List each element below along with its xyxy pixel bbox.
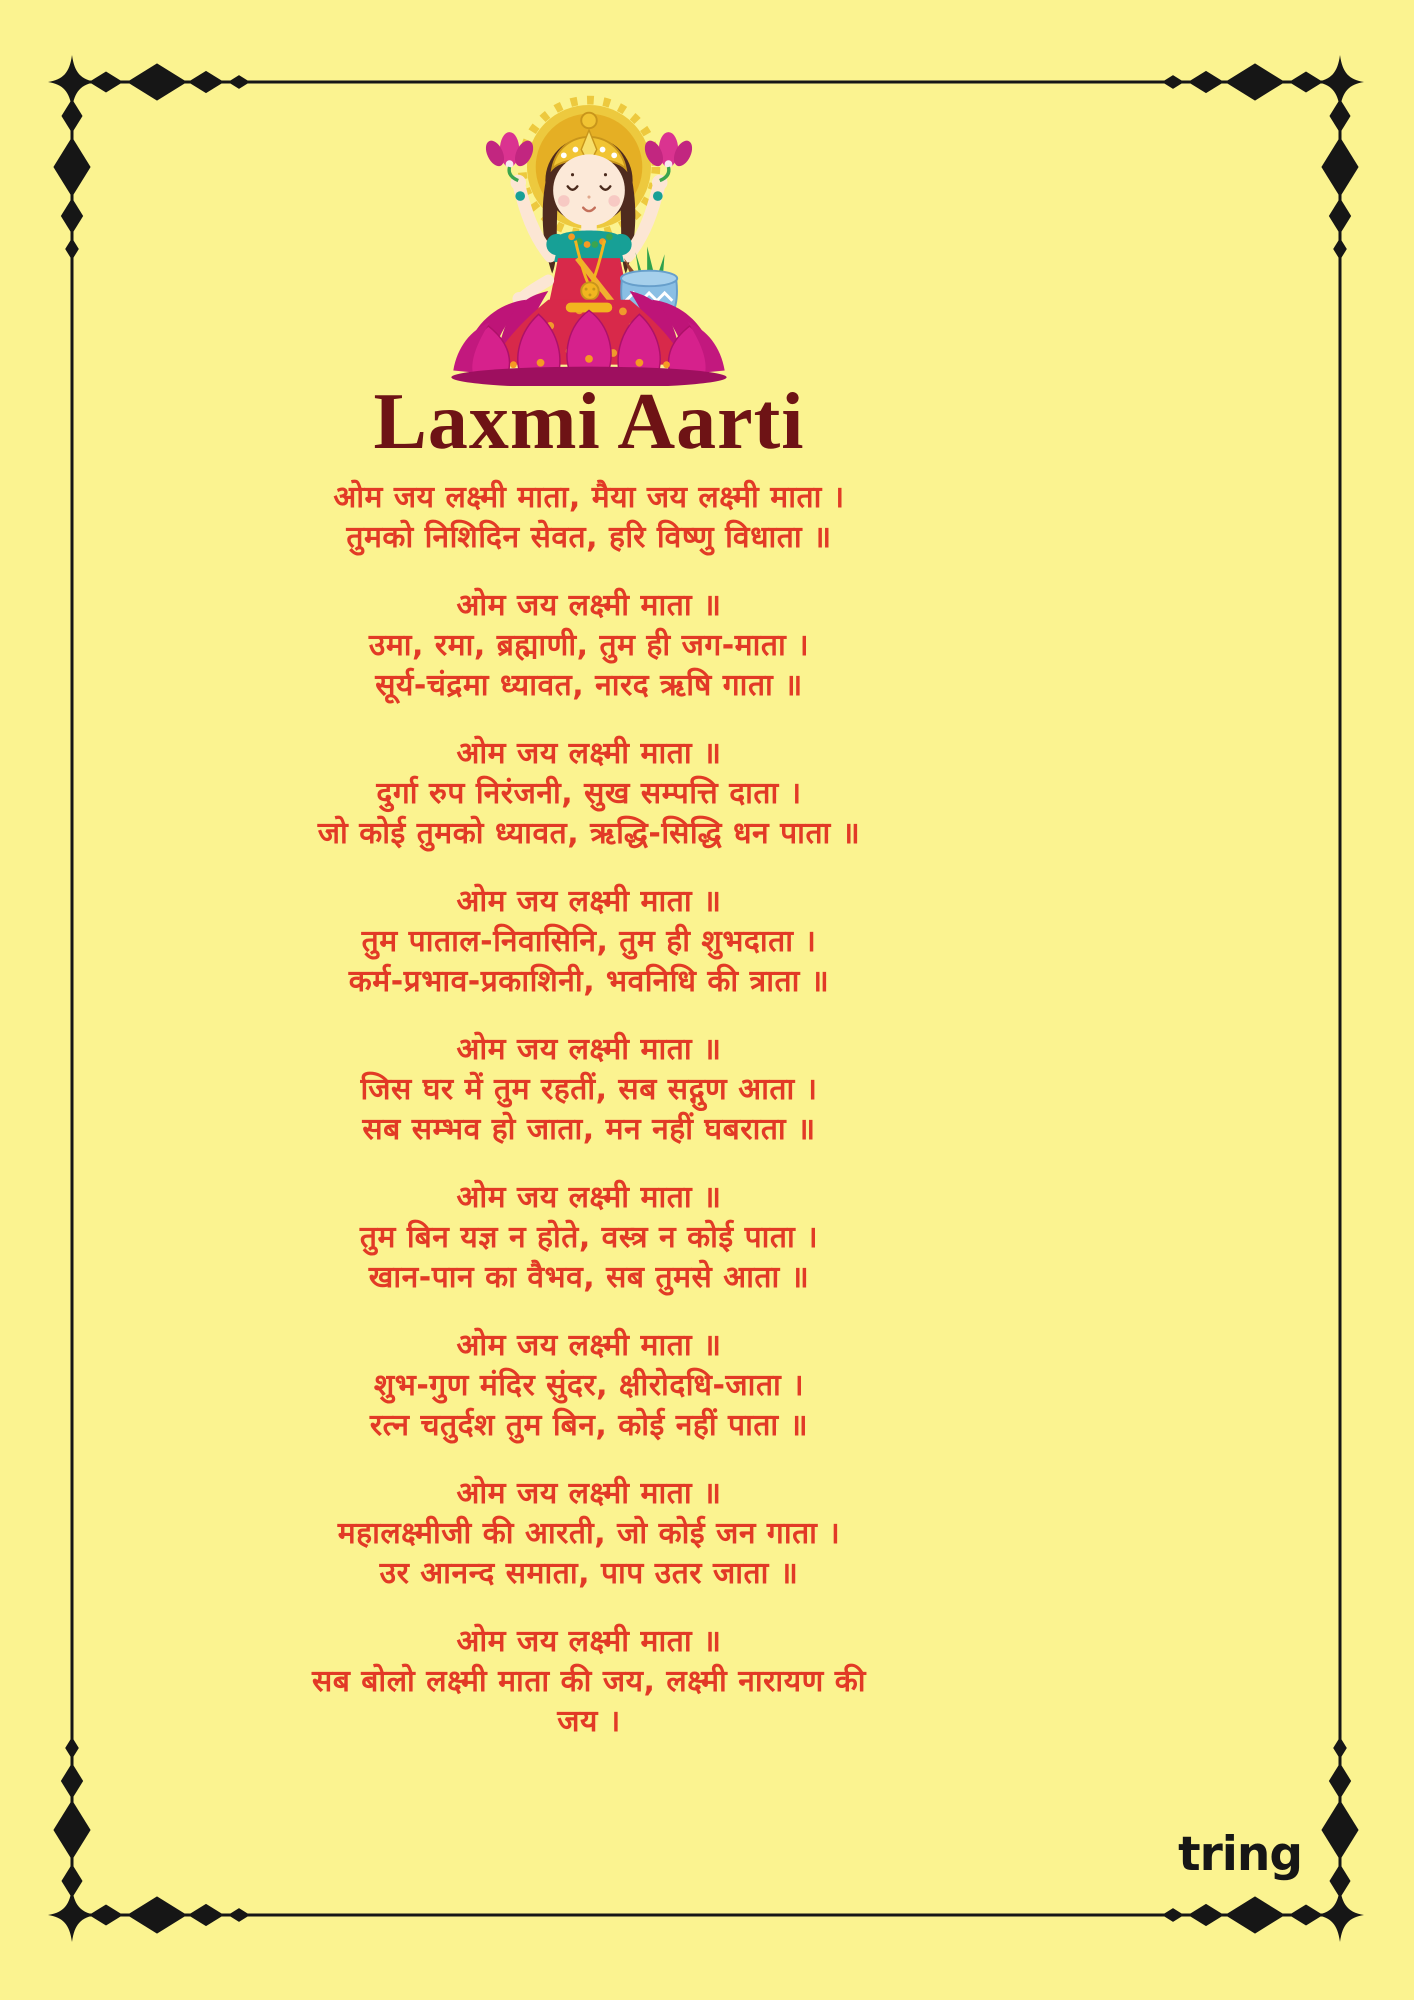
aarti-line: ओम जय लक्ष्मी माता ॥ [456, 1476, 722, 1511]
aarti-line: सूर्य-चंद्रमा ध्यावत, नारद ऋषि गाता ॥ [375, 668, 803, 703]
aarti-line: ओम जय लक्ष्मी माता ॥ [456, 1032, 722, 1067]
aarti-line: ओम जय लक्ष्मी माता, मैया जय लक्ष्मी माता । [333, 480, 845, 515]
aarti-stanza [14, 1474, 1164, 1594]
aarti-line: सब सम्भव हो जाता, मन नहीं घबराता ॥ [362, 1112, 816, 1147]
aarti-line: जो कोई तुमको ध्यावत, ऋद्धि-सिद्धि धन पाता ॥ [317, 816, 861, 851]
page-title: Laxmi Aarti [373, 378, 805, 466]
aarti-line: तुम बिन यज्ञ न होते, वस्त्र न कोई पाता । [359, 1220, 819, 1255]
aarti-line: तुमको निशिदिन सेवत, हरि विष्णु विधाता ॥ [346, 520, 832, 555]
aarti-line: शुभ-गुण मंदिर सुंदर, क्षीरोदधि-जाता । [373, 1368, 805, 1403]
aarti-line: खान-पान का वैभव, सब तुमसे आता ॥ [368, 1260, 810, 1295]
aarti-line: ओम जय लक्ष्मी माता ॥ [456, 1328, 722, 1363]
aarti-line: दुर्गा रुप निरंजनी, सुख सम्पत्ति दाता । [376, 776, 802, 811]
aarti-line: जिस घर में तुम रहतीं, सब सद्गुण आता । [360, 1072, 818, 1107]
aarti-stanza [14, 586, 1164, 706]
tring-brand-logo: tring [1178, 1827, 1302, 1882]
aarti-line: कर्म-प्रभाव-प्रकाशिनी, भवनिधि की त्राता ॥ [348, 964, 830, 999]
aarti-stanza [14, 1622, 1164, 1742]
aarti-line: ओम जय लक्ष्मी माता ॥ [456, 588, 722, 623]
aarti-line: सब बोलो लक्ष्मी माता की जय, लक्ष्मी नारायण की [311, 1664, 867, 1699]
aarti-stanza [14, 734, 1164, 854]
aarti-line: ओम जय लक्ष्मी माता ॥ [456, 1180, 722, 1215]
aarti-stanza [14, 1178, 1164, 1298]
lakshmi-illustration [424, 72, 754, 386]
aarti-line: उर आनन्द समाता, पाप उतर जाता ॥ [379, 1556, 799, 1591]
aarti-stanza [14, 1030, 1164, 1150]
aarti-line: तुम पाताल-निवासिनि, तुम ही शुभदाता । [361, 924, 817, 959]
aarti-line: उमा, रमा, ब्रह्माणी, तुम ही जग-माता । [368, 628, 810, 663]
aarti-line: ओम जय लक्ष्मी माता ॥ [456, 884, 722, 919]
aarti-line: महालक्ष्मीजी की आरती, जो कोई जन गाता । [337, 1516, 841, 1551]
aarti-line: ओम जय लक्ष्मी माता ॥ [456, 1624, 722, 1659]
aarti-line: ओम जय लक्ष्मी माता ॥ [456, 736, 722, 771]
aarti-line: रत्न चतुर्दश तुम बिन, कोई नहीं पाता ॥ [369, 1408, 809, 1443]
aarti-stanza [14, 1326, 1164, 1446]
aarti-line: जय । [557, 1704, 621, 1739]
aarti-stanza [14, 478, 1164, 558]
aarti-stanza [14, 882, 1164, 1002]
aarti-text [14, 478, 1164, 1742]
poster-content [14, 0, 1164, 1770]
